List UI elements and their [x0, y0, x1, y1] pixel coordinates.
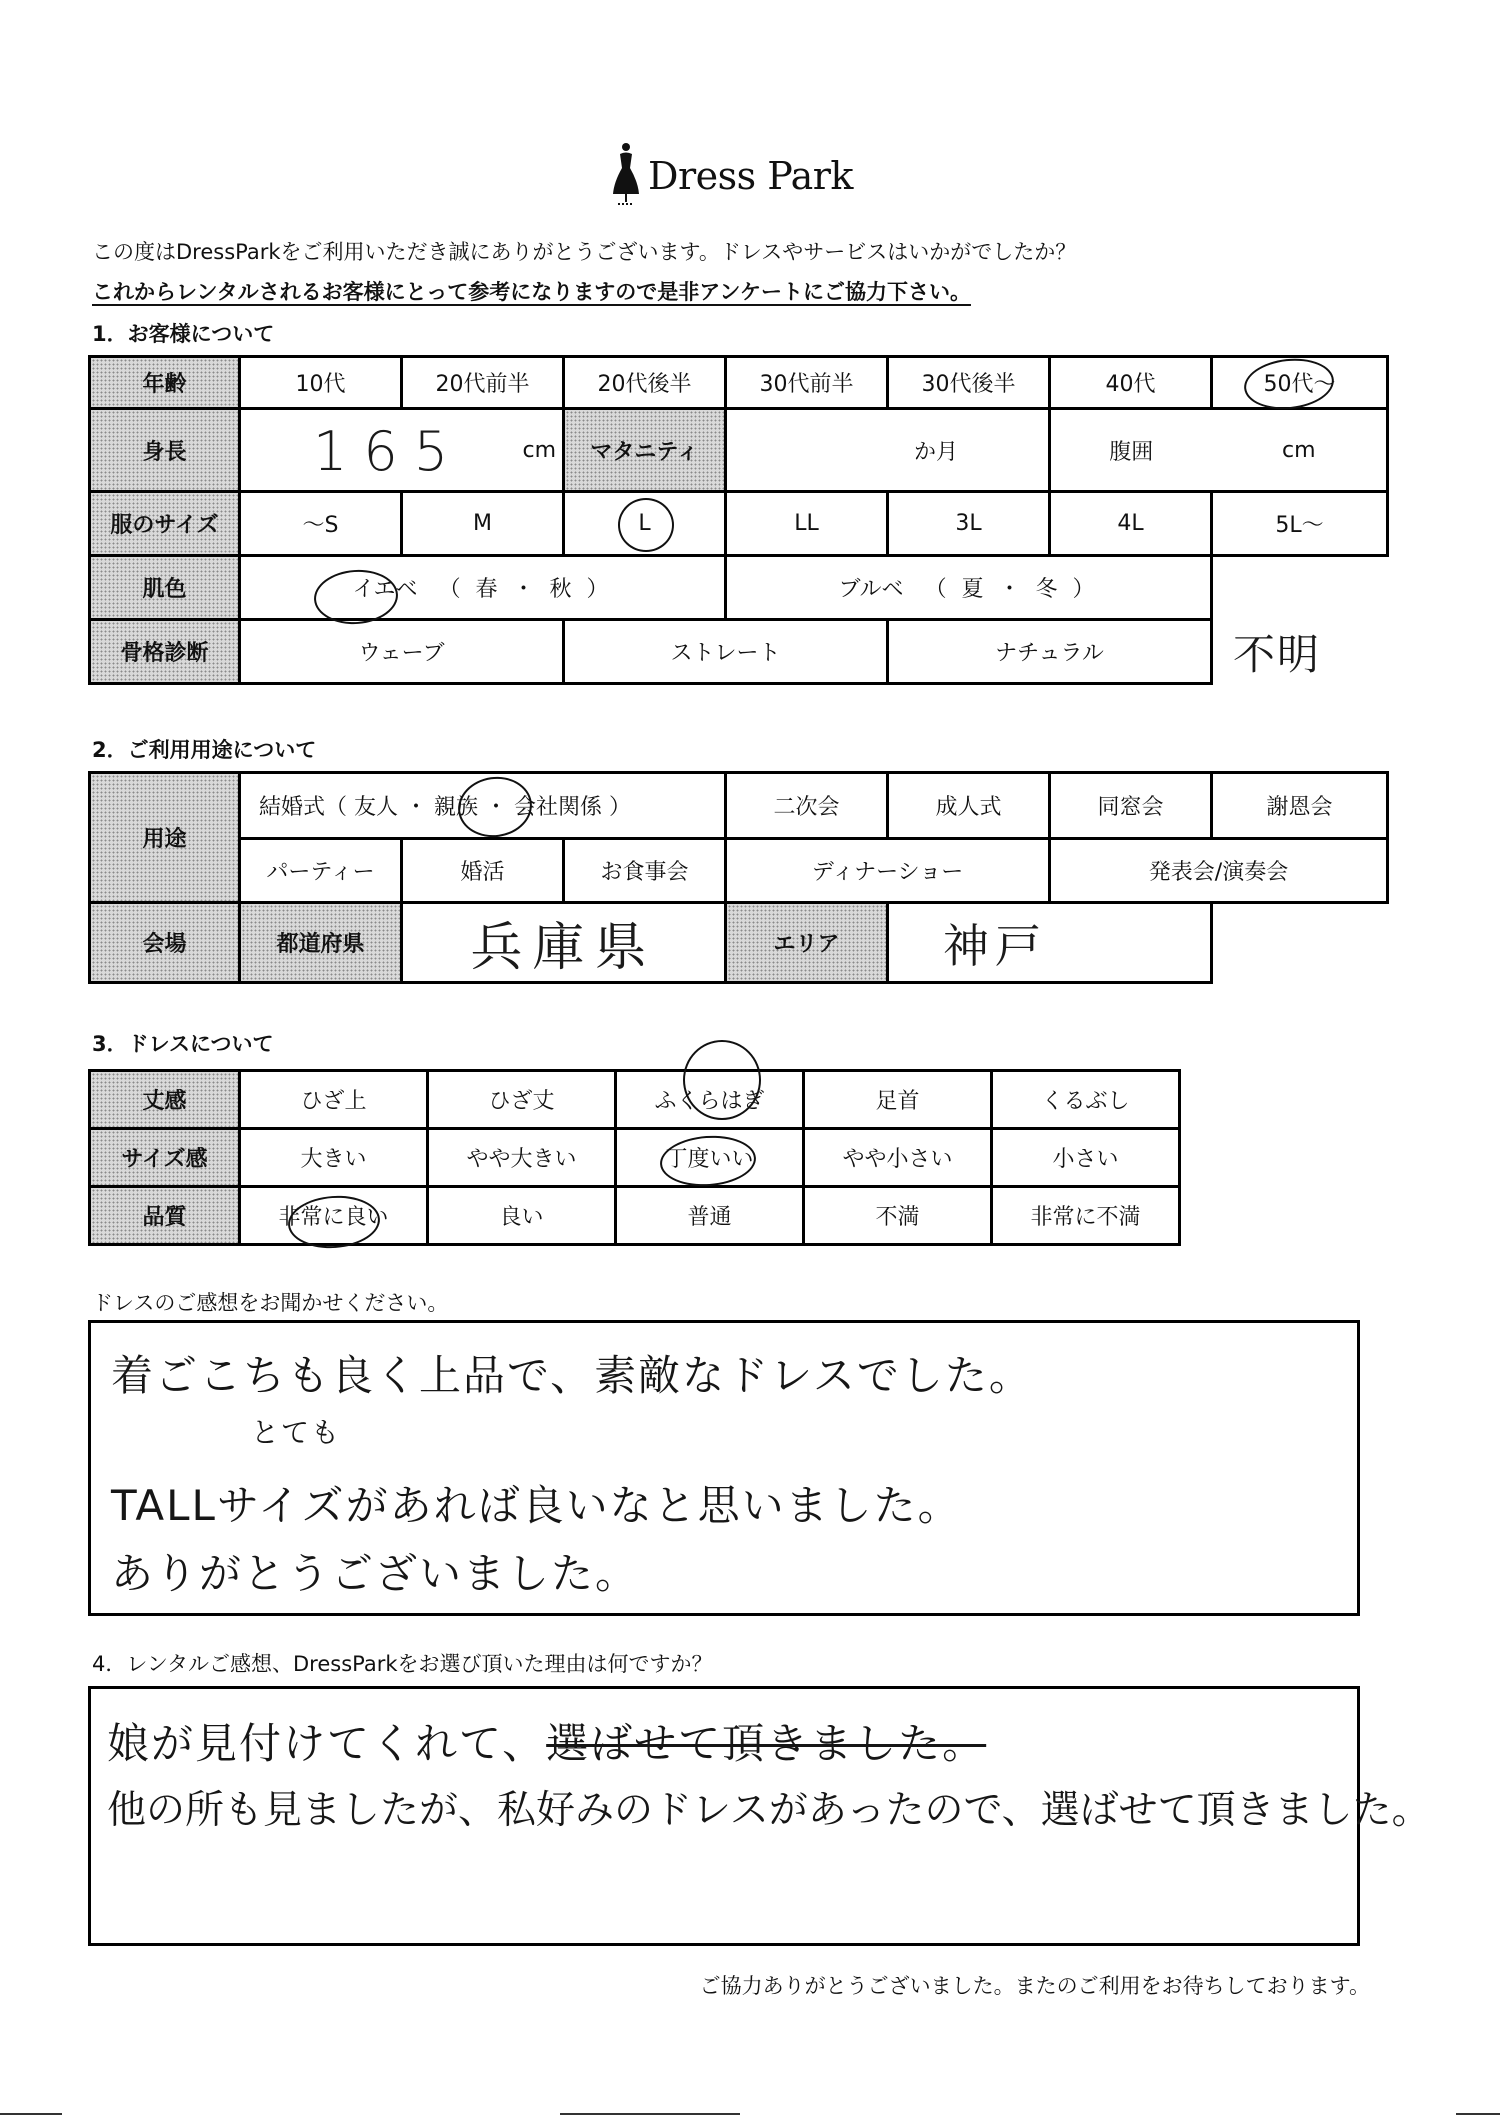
size-option[interactable]: LL	[726, 492, 888, 556]
footer-thanks: ご協力ありがとうございました。またのご利用をお待ちしております。	[699, 1974, 1370, 1998]
section1-title: 1．お客様について	[92, 322, 275, 346]
section3-title: 3．ドレスについて	[92, 1032, 274, 1056]
area-value: 神戸	[943, 918, 1048, 973]
skin-blue-seasons: （ 夏 ・ 冬 ）	[924, 577, 1099, 602]
dress-table	[88, 1069, 1181, 1246]
length-option[interactable]: くるぶし	[992, 1071, 1180, 1129]
fit-label: サイズ感	[90, 1129, 240, 1187]
skin-blue: ブルベ	[838, 577, 904, 602]
height-unit: cm	[522, 438, 556, 463]
fit-option[interactable]: 小さい	[992, 1129, 1180, 1187]
purpose-option[interactable]: 発表会/演奏会	[1050, 839, 1388, 903]
intro-request: これからレンタルされるお客様にとって参考になりますので是非アンケートにご協力下さい。	[92, 280, 971, 304]
length-label: 丈感	[90, 1071, 240, 1129]
purpose-option[interactable]: ディナーショー	[726, 839, 1050, 903]
frame-handwritten-value: 不明	[1233, 629, 1322, 679]
length-option[interactable]: 足首	[804, 1071, 992, 1129]
waist-label: 腹囲	[1050, 409, 1212, 492]
age-option[interactable]: 10代	[240, 357, 402, 409]
customer-table	[88, 355, 1389, 685]
prefecture-value: 兵庫県	[470, 918, 657, 978]
age-option[interactable]: 30代前半	[726, 357, 888, 409]
purpose-wedding-option[interactable]: 結婚式（ 友人 ・ 親族 ・ 会社関係 ）	[240, 773, 726, 839]
prefecture-label: 都道府県	[240, 903, 402, 983]
quality-option[interactable]: 普通	[616, 1187, 804, 1245]
skin-yellow-option[interactable]	[240, 556, 726, 620]
reason-struck-text: 選ばせて頂きました。	[546, 1719, 987, 1768]
fit-option[interactable]: 大きい	[240, 1129, 428, 1187]
length-option-selected[interactable]: ふくらはぎ	[616, 1071, 804, 1129]
prefecture-field[interactable]	[402, 903, 726, 983]
area-label: エリア	[726, 903, 888, 983]
dress-comment-prompt: ドレスのご感想をお聞かせください。	[92, 1291, 449, 1315]
quality-label: 品質	[90, 1187, 240, 1245]
waist-unit: cm	[1281, 437, 1316, 463]
quality-option[interactable]: 良い	[428, 1187, 616, 1245]
size-option-selected[interactable]: L	[564, 492, 726, 556]
scan-edge-mark	[560, 2113, 740, 2115]
age-option[interactable]: 20代後半	[564, 357, 726, 409]
frame-option[interactable]: ナチュラル	[888, 620, 1212, 684]
rental-comment-box[interactable]	[88, 1686, 1431, 1946]
purpose-option[interactable]: パーティー	[240, 839, 402, 903]
skin-blue-option[interactable]	[726, 556, 1212, 620]
purpose-option[interactable]: 成人式	[888, 773, 1050, 839]
comment-line: ありがとうございました。	[111, 1549, 640, 1598]
dress-comment-box[interactable]	[88, 1320, 1360, 1616]
purpose-option[interactable]: 婚活	[402, 839, 564, 903]
reason-text: 娘が見付けてくれて、	[107, 1719, 547, 1768]
area-field[interactable]	[888, 903, 1212, 983]
frame-label: 骨格診断	[90, 620, 240, 684]
size-option[interactable]: 4L	[1050, 492, 1212, 556]
frame-option[interactable]: ストレート	[564, 620, 888, 684]
size-option[interactable]: 3L	[888, 492, 1050, 556]
height-field[interactable]	[240, 409, 564, 492]
age-option[interactable]: 20代前半	[402, 357, 564, 409]
maternity-months-field[interactable]	[726, 409, 1050, 492]
size-option[interactable]: ～S	[240, 492, 402, 556]
waist-field[interactable]	[1212, 409, 1388, 492]
reason-line-1	[107, 1711, 986, 1771]
reason-line-2: 他の所も見ましたが、私好みのドレスがあったので、選ばせて頂きました。	[107, 1788, 1431, 1833]
size-label: 服のサイズ	[90, 492, 240, 556]
comment-insertion: とても	[251, 1416, 342, 1449]
venue-label: 会場	[90, 903, 240, 983]
quality-option[interactable]: 不満	[804, 1187, 992, 1245]
length-option[interactable]: ひざ上	[240, 1071, 428, 1129]
age-option[interactable]: 30代後半	[888, 357, 1050, 409]
age-label: 年齢	[90, 357, 240, 409]
quality-option-selected[interactable]: 非常に良い	[240, 1187, 428, 1245]
purpose-table	[88, 771, 1389, 984]
length-option[interactable]: ひざ丈	[428, 1071, 616, 1129]
height-value: 165	[313, 420, 465, 483]
skin-yellow-seasons: （ 春 ・ 秋 ）	[438, 577, 613, 602]
purpose-option[interactable]: お食事会	[564, 839, 726, 903]
frame-option[interactable]: ウェーブ	[240, 620, 564, 684]
scan-edge-mark	[1456, 2113, 1500, 2115]
maternity-label: マタニティ	[564, 409, 726, 492]
fit-option[interactable]: やや大きい	[428, 1129, 616, 1187]
age-option[interactable]: 40代	[1050, 357, 1212, 409]
frame-handwritten-cell	[1212, 620, 1388, 684]
skin-label: 肌色	[90, 556, 240, 620]
comment-line: 着ごこちも良く上品で、素敵なドレスでした。	[111, 1351, 1033, 1400]
fit-option-selected[interactable]: 丁度いい	[616, 1129, 804, 1187]
intro-text: この度はDressParkをご利用いただき誠にありがとうございます。ドレスやサービスはいかがでしたか？	[92, 240, 1077, 264]
purpose-option[interactable]: 二次会	[726, 773, 888, 839]
purpose-option[interactable]: 同窓会	[1050, 773, 1212, 839]
height-label: 身長	[90, 409, 240, 492]
section4-title: 4．レンタルご感想、DressParkをお選び頂いた理由は何ですか？	[92, 1652, 713, 1676]
size-option[interactable]: M	[402, 492, 564, 556]
section2-title: 2．ご利用用途について	[92, 738, 317, 762]
months-unit: か月	[913, 439, 958, 465]
size-option[interactable]: 5L～	[1212, 492, 1388, 556]
dress-form-icon	[608, 142, 644, 208]
dresspark-logo	[600, 138, 900, 218]
comment-line: TALLサイズがあれば良いなと思いました。	[111, 1481, 962, 1530]
brand-name: Dress Park	[648, 154, 853, 198]
purpose-option[interactable]: 謝恩会	[1212, 773, 1388, 839]
purpose-label: 用途	[90, 773, 240, 903]
fit-option[interactable]: やや小さい	[804, 1129, 992, 1187]
quality-option[interactable]: 非常に不満	[992, 1187, 1180, 1245]
skin-yellow: イエベ	[352, 577, 418, 602]
scan-edge-mark	[0, 2113, 62, 2115]
age-option-selected[interactable]: 50代～	[1212, 357, 1388, 409]
